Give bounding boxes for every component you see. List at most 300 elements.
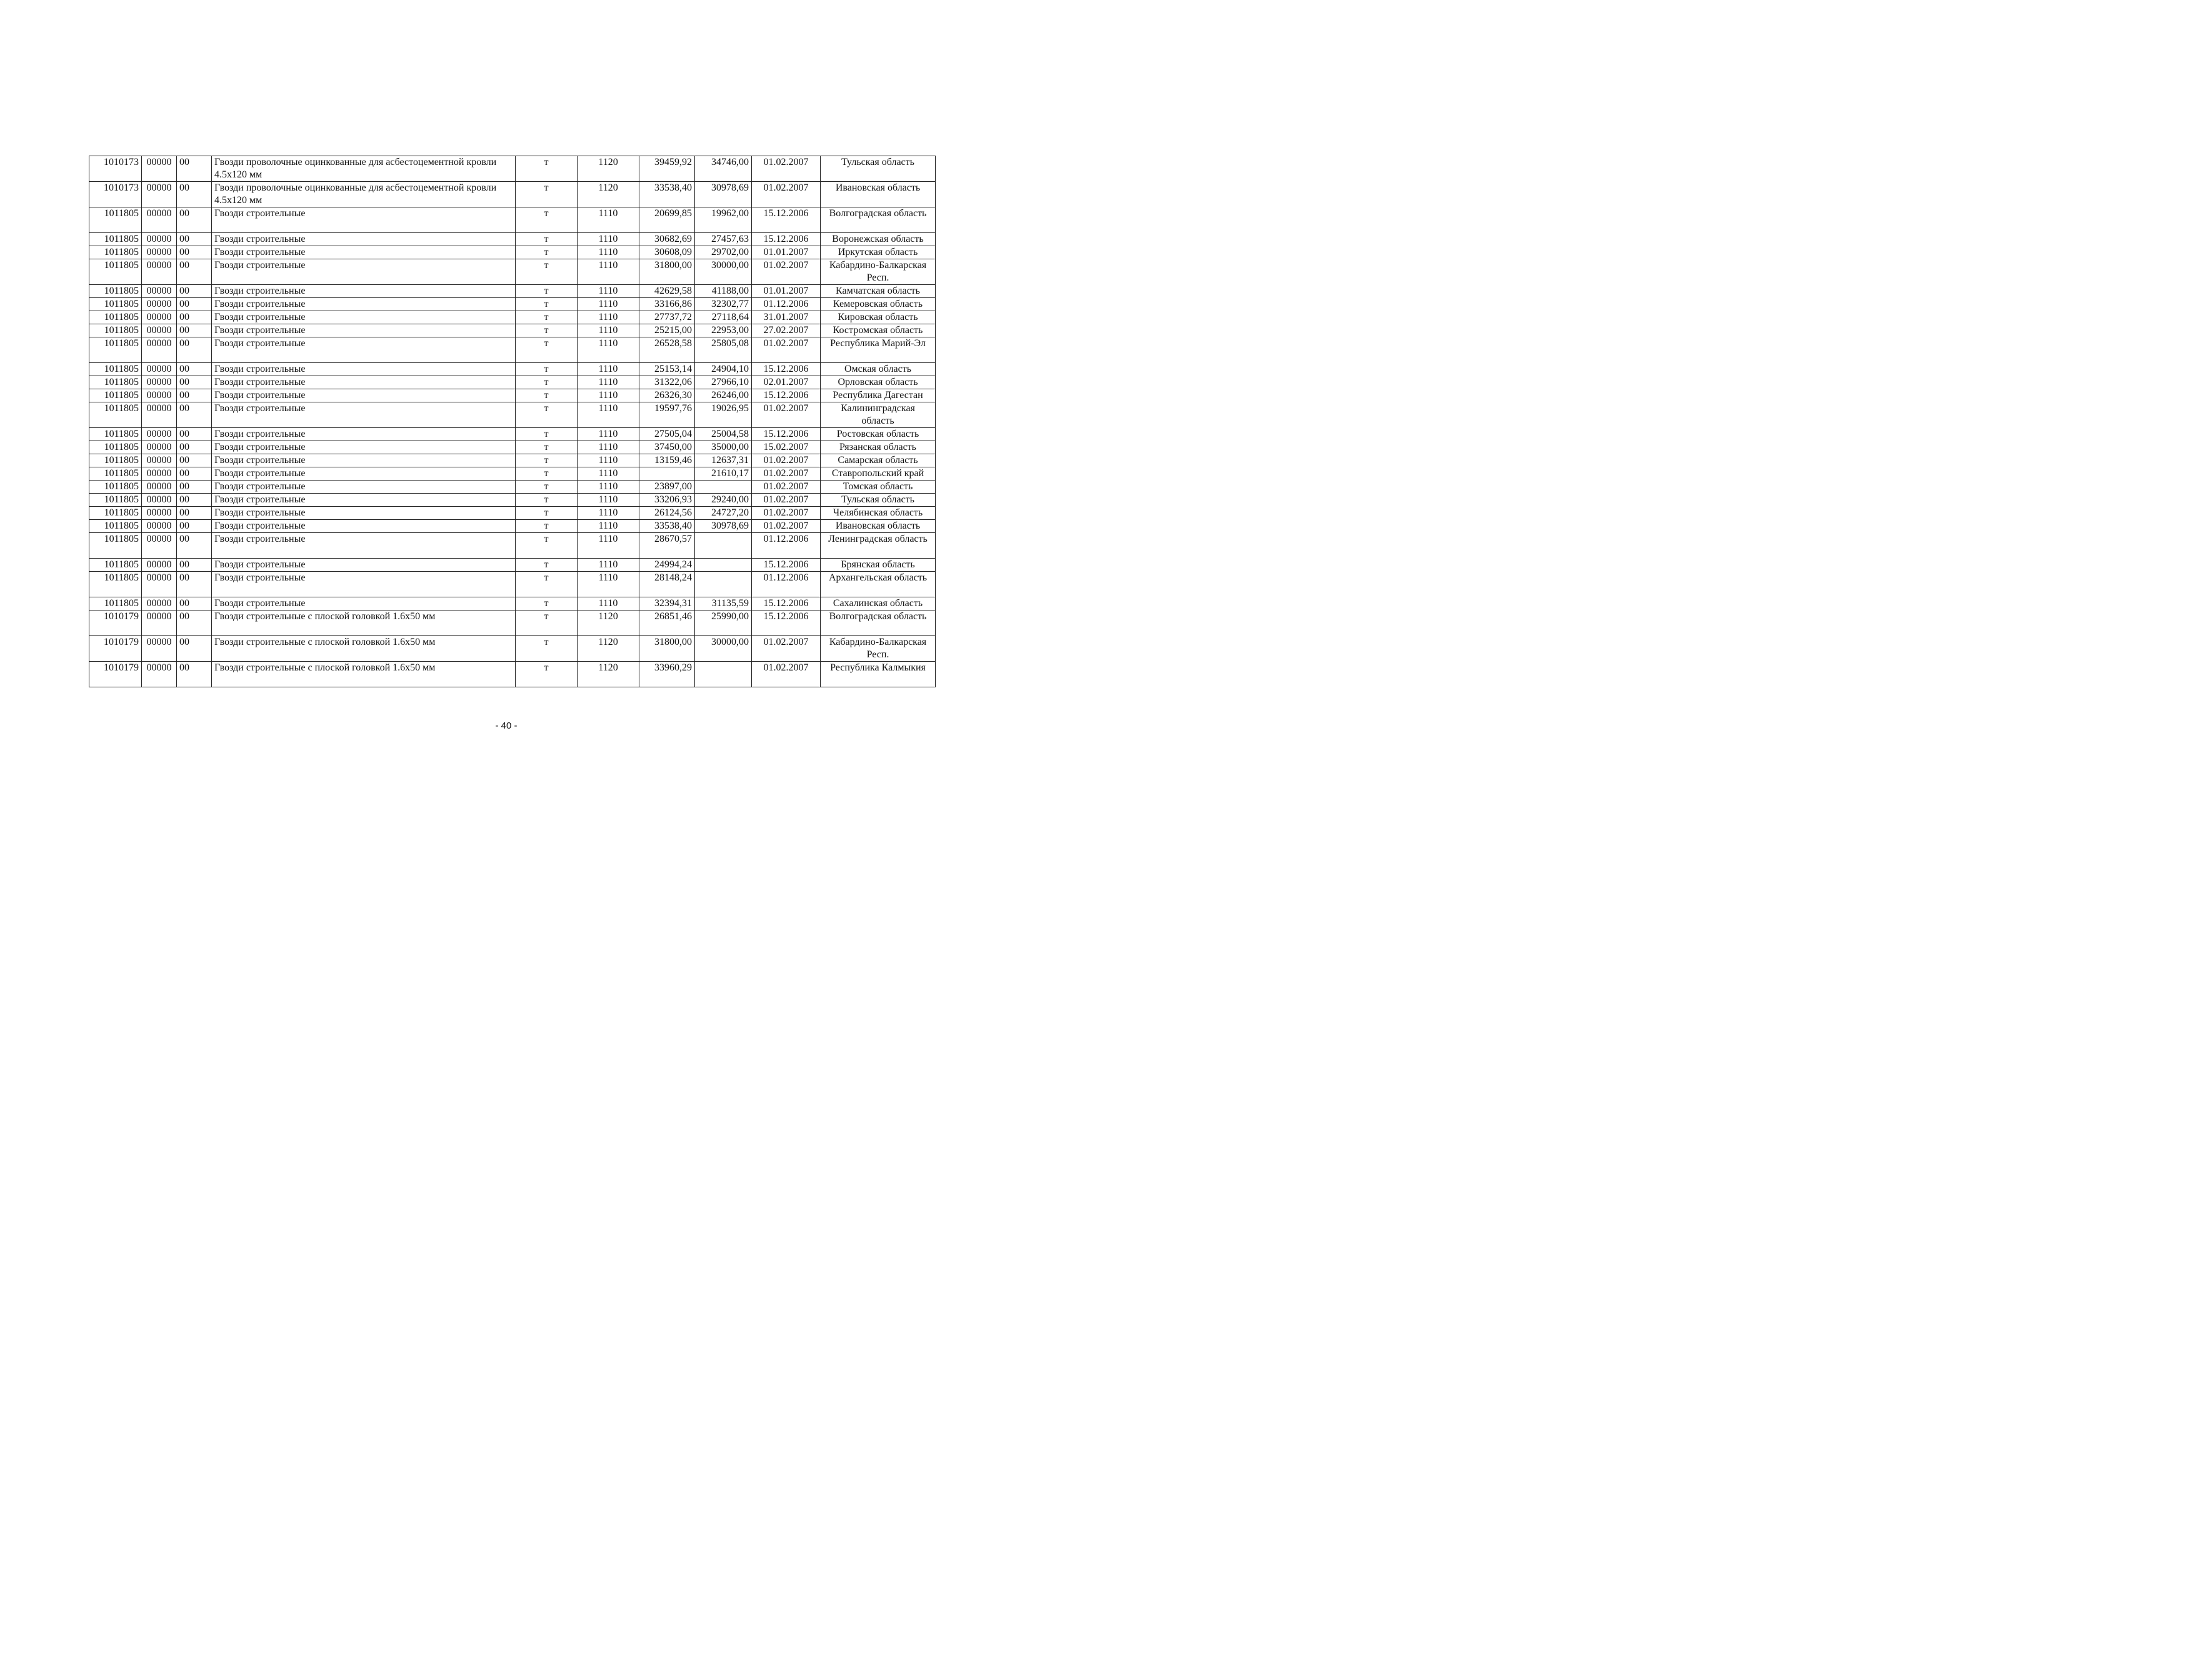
subcode-cell: 00000 (142, 636, 177, 662)
table-row (89, 311, 936, 324)
price-without-vat-cell: 22953,00 (695, 324, 752, 337)
unit-code-cell: 1110 (578, 311, 639, 324)
variant-code-cell: 00 (177, 285, 212, 298)
subcode-cell: 00000 (142, 428, 177, 441)
subcode-cell: 00000 (142, 481, 177, 494)
price-without-vat-cell: 25990,00 (695, 610, 752, 636)
unit-code-cell: 1110 (578, 259, 639, 285)
variant-code-cell: 00 (177, 389, 212, 402)
price-with-vat-cell: 20699,85 (639, 207, 695, 233)
product-name-cell: Гвозди строительные (212, 298, 516, 311)
price-with-vat-cell: 33166,86 (639, 298, 695, 311)
date-cell: 15.12.2006 (752, 363, 821, 376)
variant-code-cell: 00 (177, 363, 212, 376)
date-cell: 31.01.2007 (752, 311, 821, 324)
price-with-vat-cell: 42629,58 (639, 285, 695, 298)
unit-cell: т (516, 259, 578, 285)
table-row (89, 467, 936, 481)
region-cell: Тульская область (821, 156, 936, 182)
price-without-vat-cell: 31135,59 (695, 597, 752, 610)
table-row (89, 507, 936, 520)
unit-code-cell: 1110 (578, 376, 639, 389)
date-cell: 01.12.2006 (752, 572, 821, 597)
region-cell: Брянская область (821, 559, 936, 572)
variant-code-cell: 00 (177, 233, 212, 246)
price-with-vat-cell: 28670,57 (639, 533, 695, 559)
price-with-vat-cell: 31800,00 (639, 259, 695, 285)
subcode-cell: 00000 (142, 559, 177, 572)
region-cell: Волгоградская область (821, 610, 936, 636)
table-row (89, 324, 936, 337)
subcode-cell: 00000 (142, 363, 177, 376)
region-cell: Сахалинская область (821, 597, 936, 610)
table-row (89, 182, 936, 207)
unit-cell: т (516, 402, 578, 428)
page-number: - 40 - (495, 720, 518, 731)
region-cell: Иркутская область (821, 246, 936, 259)
variant-code-cell: 00 (177, 324, 212, 337)
price-with-vat-cell (639, 467, 695, 481)
unit-code-cell: 1110 (578, 207, 639, 233)
price-with-vat-cell: 31322,06 (639, 376, 695, 389)
table-row (89, 298, 936, 311)
unit-cell: т (516, 233, 578, 246)
unit-cell: т (516, 376, 578, 389)
unit-code-cell: 1110 (578, 481, 639, 494)
price-without-vat-cell: 27966,10 (695, 376, 752, 389)
variant-code-cell: 00 (177, 376, 212, 389)
region-cell: Кировская область (821, 311, 936, 324)
date-cell: 01.02.2007 (752, 259, 821, 285)
date-cell: 01.02.2007 (752, 520, 821, 533)
subcode-cell: 00000 (142, 259, 177, 285)
product-name-cell: Гвозди строительные (212, 454, 516, 467)
table-row (89, 520, 936, 533)
region-cell: Калининградская область (821, 402, 936, 428)
date-cell: 15.12.2006 (752, 389, 821, 402)
price-table (89, 156, 936, 687)
unit-code-cell: 1110 (578, 494, 639, 507)
price-without-vat-cell: 29240,00 (695, 494, 752, 507)
variant-code-cell: 00 (177, 572, 212, 597)
variant-code-cell: 00 (177, 156, 212, 182)
product-code-cell: 1011805 (89, 559, 142, 572)
unit-cell: т (516, 533, 578, 559)
unit-code-cell: 1120 (578, 636, 639, 662)
region-cell: Орловская область (821, 376, 936, 389)
unit-code-cell: 1110 (578, 389, 639, 402)
region-cell: Омская область (821, 363, 936, 376)
unit-code-cell: 1110 (578, 559, 639, 572)
product-name-cell: Гвозди проволочные оцинкованные для асбестоцементной кровли 4.5х120 мм (212, 156, 516, 182)
subcode-cell: 00000 (142, 507, 177, 520)
region-cell: Тульская область (821, 494, 936, 507)
product-code-cell: 1011805 (89, 597, 142, 610)
date-cell: 01.02.2007 (752, 481, 821, 494)
date-cell: 15.12.2006 (752, 428, 821, 441)
subcode-cell: 00000 (142, 246, 177, 259)
date-cell: 15.02.2007 (752, 441, 821, 454)
price-with-vat-cell: 27505,04 (639, 428, 695, 441)
table-row (89, 662, 936, 687)
price-without-vat-cell: 32302,77 (695, 298, 752, 311)
price-with-vat-cell: 33206,93 (639, 494, 695, 507)
price-with-vat-cell: 37450,00 (639, 441, 695, 454)
product-name-cell: Гвозди строительные (212, 337, 516, 363)
price-with-vat-cell: 33538,40 (639, 182, 695, 207)
price-without-vat-cell: 41188,00 (695, 285, 752, 298)
unit-cell: т (516, 454, 578, 467)
product-code-cell: 1011805 (89, 311, 142, 324)
price-with-vat-cell: 26528,58 (639, 337, 695, 363)
subcode-cell: 00000 (142, 662, 177, 687)
price-with-vat-cell: 25153,14 (639, 363, 695, 376)
variant-code-cell: 00 (177, 402, 212, 428)
product-code-cell: 1011805 (89, 246, 142, 259)
date-cell: 01.01.2007 (752, 285, 821, 298)
table-row (89, 207, 936, 233)
price-with-vat-cell: 26851,46 (639, 610, 695, 636)
unit-code-cell: 1110 (578, 441, 639, 454)
unit-cell: т (516, 610, 578, 636)
table-row (89, 259, 936, 285)
subcode-cell: 00000 (142, 285, 177, 298)
variant-code-cell: 00 (177, 246, 212, 259)
unit-cell: т (516, 520, 578, 533)
product-code-cell: 1011805 (89, 337, 142, 363)
unit-code-cell: 1120 (578, 156, 639, 182)
product-name-cell: Гвозди строительные (212, 207, 516, 233)
price-without-vat-cell: 24904,10 (695, 363, 752, 376)
subcode-cell: 00000 (142, 597, 177, 610)
region-cell: Кабардино-Балкарская Респ. (821, 636, 936, 662)
variant-code-cell: 00 (177, 507, 212, 520)
variant-code-cell: 00 (177, 636, 212, 662)
table-row (89, 285, 936, 298)
variant-code-cell: 00 (177, 182, 212, 207)
variant-code-cell: 00 (177, 520, 212, 533)
unit-cell: т (516, 324, 578, 337)
product-code-cell: 1010179 (89, 610, 142, 636)
date-cell: 02.01.2007 (752, 376, 821, 389)
unit-cell: т (516, 572, 578, 597)
unit-code-cell: 1110 (578, 285, 639, 298)
date-cell: 01.02.2007 (752, 156, 821, 182)
date-cell: 01.02.2007 (752, 636, 821, 662)
unit-cell: т (516, 285, 578, 298)
price-without-vat-cell: 30978,69 (695, 182, 752, 207)
region-cell: Республика Марий-Эл (821, 337, 936, 363)
price-without-vat-cell: 21610,17 (695, 467, 752, 481)
variant-code-cell: 00 (177, 428, 212, 441)
price-with-vat-cell: 26326,30 (639, 389, 695, 402)
product-code-cell: 1011805 (89, 233, 142, 246)
product-code-cell: 1010173 (89, 182, 142, 207)
region-cell: Волгоградская область (821, 207, 936, 233)
variant-code-cell: 00 (177, 311, 212, 324)
variant-code-cell: 00 (177, 467, 212, 481)
subcode-cell: 00000 (142, 494, 177, 507)
product-code-cell: 1010173 (89, 156, 142, 182)
unit-cell: т (516, 337, 578, 363)
table-row (89, 494, 936, 507)
table-row (89, 389, 936, 402)
product-name-cell: Гвозди строительные (212, 259, 516, 285)
product-name-cell: Гвозди строительные (212, 441, 516, 454)
unit-cell: т (516, 311, 578, 324)
unit-code-cell: 1110 (578, 337, 639, 363)
variant-code-cell: 00 (177, 454, 212, 467)
date-cell: 15.12.2006 (752, 610, 821, 636)
product-name-cell: Гвозди строительные (212, 428, 516, 441)
date-cell: 01.12.2006 (752, 533, 821, 559)
product-name-cell: Гвозди строительные (212, 402, 516, 428)
date-cell: 01.12.2006 (752, 298, 821, 311)
table-row (89, 363, 936, 376)
unit-cell: т (516, 636, 578, 662)
variant-code-cell: 00 (177, 481, 212, 494)
subcode-cell: 00000 (142, 324, 177, 337)
price-without-vat-cell: 27457,63 (695, 233, 752, 246)
region-cell: Челябинская область (821, 507, 936, 520)
table-row (89, 610, 936, 636)
product-name-cell: Гвозди строительные (212, 572, 516, 597)
product-code-cell: 1011805 (89, 441, 142, 454)
product-name-cell: Гвозди строительные (212, 597, 516, 610)
date-cell: 01.02.2007 (752, 182, 821, 207)
unit-code-cell: 1110 (578, 428, 639, 441)
product-code-cell: 1011805 (89, 324, 142, 337)
subcode-cell: 00000 (142, 156, 177, 182)
table-row (89, 572, 936, 597)
unit-cell: т (516, 507, 578, 520)
unit-cell: т (516, 363, 578, 376)
subcode-cell: 00000 (142, 610, 177, 636)
price-with-vat-cell: 25215,00 (639, 324, 695, 337)
price-without-vat-cell: 24727,20 (695, 507, 752, 520)
product-name-cell: Гвозди строительные (212, 311, 516, 324)
unit-cell: т (516, 389, 578, 402)
price-without-vat-cell (695, 559, 752, 572)
product-name-cell: Гвозди строительные (212, 324, 516, 337)
date-cell: 01.02.2007 (752, 662, 821, 687)
table-row (89, 376, 936, 389)
unit-code-cell: 1110 (578, 520, 639, 533)
product-code-cell: 1010179 (89, 636, 142, 662)
region-cell: Камчатская область (821, 285, 936, 298)
date-cell: 01.01.2007 (752, 246, 821, 259)
price-without-vat-cell: 29702,00 (695, 246, 752, 259)
subcode-cell: 00000 (142, 311, 177, 324)
subcode-cell: 00000 (142, 207, 177, 233)
product-code-cell: 1011805 (89, 207, 142, 233)
region-cell: Воронежская область (821, 233, 936, 246)
region-cell: Костромская область (821, 324, 936, 337)
region-cell: Республика Калмыкия (821, 662, 936, 687)
date-cell: 15.12.2006 (752, 207, 821, 233)
variant-code-cell: 00 (177, 494, 212, 507)
variant-code-cell: 00 (177, 337, 212, 363)
price-with-vat-cell: 27737,72 (639, 311, 695, 324)
region-cell: Кемеровская область (821, 298, 936, 311)
variant-code-cell: 00 (177, 662, 212, 687)
price-without-vat-cell: 34746,00 (695, 156, 752, 182)
product-name-cell: Гвозди строительные (212, 533, 516, 559)
table-row (89, 233, 936, 246)
product-name-cell: Гвозди строительные (212, 559, 516, 572)
product-code-cell: 1011805 (89, 572, 142, 597)
table-row (89, 597, 936, 610)
price-with-vat-cell: 33538,40 (639, 520, 695, 533)
product-code-cell: 1011805 (89, 285, 142, 298)
product-name-cell: Гвозди строительные (212, 363, 516, 376)
region-cell: Ленинградская область (821, 533, 936, 559)
date-cell: 15.12.2006 (752, 559, 821, 572)
date-cell: 01.02.2007 (752, 402, 821, 428)
variant-code-cell: 00 (177, 533, 212, 559)
price-without-vat-cell: 30000,00 (695, 636, 752, 662)
product-name-cell: Гвозди строительные (212, 467, 516, 481)
table-row (89, 533, 936, 559)
product-code-cell: 1011805 (89, 428, 142, 441)
subcode-cell: 00000 (142, 402, 177, 428)
price-without-vat-cell: 25004,58 (695, 428, 752, 441)
unit-cell: т (516, 182, 578, 207)
price-without-vat-cell: 12637,31 (695, 454, 752, 467)
variant-code-cell: 00 (177, 597, 212, 610)
table-row (89, 156, 936, 182)
region-cell: Рязанская область (821, 441, 936, 454)
product-code-cell: 1011805 (89, 259, 142, 285)
unit-cell: т (516, 298, 578, 311)
subcode-cell: 00000 (142, 376, 177, 389)
price-with-vat-cell: 39459,92 (639, 156, 695, 182)
unit-code-cell: 1110 (578, 454, 639, 467)
unit-cell: т (516, 467, 578, 481)
unit-code-cell: 1110 (578, 533, 639, 559)
unit-code-cell: 1110 (578, 402, 639, 428)
product-code-cell: 1011805 (89, 507, 142, 520)
subcode-cell: 00000 (142, 467, 177, 481)
price-without-vat-cell: 30000,00 (695, 259, 752, 285)
subcode-cell: 00000 (142, 533, 177, 559)
price-without-vat-cell: 35000,00 (695, 441, 752, 454)
subcode-cell: 00000 (142, 233, 177, 246)
product-code-cell: 1011805 (89, 363, 142, 376)
date-cell: 01.02.2007 (752, 494, 821, 507)
date-cell: 01.02.2007 (752, 454, 821, 467)
product-name-cell: Гвозди строительные с плоской головкой 1.6х50 мм (212, 610, 516, 636)
product-name-cell: Гвозди строительные (212, 246, 516, 259)
unit-code-cell: 1110 (578, 324, 639, 337)
subcode-cell: 00000 (142, 454, 177, 467)
product-code-cell: 1011805 (89, 481, 142, 494)
unit-code-cell: 1110 (578, 298, 639, 311)
variant-code-cell: 00 (177, 298, 212, 311)
price-with-vat-cell: 33960,29 (639, 662, 695, 687)
product-code-cell: 1011805 (89, 467, 142, 481)
unit-cell: т (516, 428, 578, 441)
product-code-cell: 1011805 (89, 454, 142, 467)
price-with-vat-cell: 32394,31 (639, 597, 695, 610)
product-code-cell: 1011805 (89, 402, 142, 428)
product-name-cell: Гвозди строительные (212, 507, 516, 520)
unit-cell: т (516, 441, 578, 454)
unit-cell: т (516, 597, 578, 610)
product-code-cell: 1011805 (89, 298, 142, 311)
product-name-cell: Гвозди строительные (212, 285, 516, 298)
unit-code-cell: 1110 (578, 507, 639, 520)
product-code-cell: 1011805 (89, 389, 142, 402)
variant-code-cell: 00 (177, 610, 212, 636)
table-row (89, 636, 936, 662)
table-row (89, 559, 936, 572)
product-code-cell: 1011805 (89, 376, 142, 389)
variant-code-cell: 00 (177, 259, 212, 285)
product-name-cell: Гвозди строительные (212, 494, 516, 507)
region-cell: Ростовская область (821, 428, 936, 441)
subcode-cell: 00000 (142, 337, 177, 363)
date-cell: 01.02.2007 (752, 507, 821, 520)
product-name-cell: Гвозди строительные (212, 376, 516, 389)
price-with-vat-cell: 31800,00 (639, 636, 695, 662)
price-without-vat-cell (695, 572, 752, 597)
date-cell: 27.02.2007 (752, 324, 821, 337)
subcode-cell: 00000 (142, 298, 177, 311)
unit-code-cell: 1110 (578, 597, 639, 610)
product-name-cell: Гвозди строительные (212, 481, 516, 494)
region-cell: Ставропольский край (821, 467, 936, 481)
product-name-cell: Гвозди проволочные оцинкованные для асбестоцементной кровли 4.5х120 мм (212, 182, 516, 207)
unit-cell: т (516, 246, 578, 259)
price-with-vat-cell: 19597,76 (639, 402, 695, 428)
unit-cell: т (516, 494, 578, 507)
unit-cell: т (516, 156, 578, 182)
product-code-cell: 1010179 (89, 662, 142, 687)
date-cell: 15.12.2006 (752, 597, 821, 610)
unit-cell: т (516, 207, 578, 233)
price-without-vat-cell: 30978,69 (695, 520, 752, 533)
price-with-vat-cell: 26124,56 (639, 507, 695, 520)
price-without-vat-cell: 27118,64 (695, 311, 752, 324)
price-with-vat-cell: 30608,09 (639, 246, 695, 259)
price-with-vat-cell: 24994,24 (639, 559, 695, 572)
product-name-cell: Гвозди строительные (212, 389, 516, 402)
unit-code-cell: 1110 (578, 233, 639, 246)
table-row (89, 441, 936, 454)
subcode-cell: 00000 (142, 441, 177, 454)
subcode-cell: 00000 (142, 182, 177, 207)
table-row (89, 481, 936, 494)
product-name-cell: Гвозди строительные (212, 233, 516, 246)
unit-code-cell: 1110 (578, 363, 639, 376)
region-cell: Ивановская область (821, 182, 936, 207)
date-cell: 15.12.2006 (752, 233, 821, 246)
price-with-vat-cell: 13159,46 (639, 454, 695, 467)
region-cell: Томская область (821, 481, 936, 494)
date-cell: 01.02.2007 (752, 337, 821, 363)
subcode-cell: 00000 (142, 572, 177, 597)
unit-code-cell: 1120 (578, 610, 639, 636)
variant-code-cell: 00 (177, 207, 212, 233)
product-name-cell: Гвозди строительные с плоской головкой 1.6х50 мм (212, 662, 516, 687)
table-row (89, 454, 936, 467)
unit-code-cell: 1110 (578, 467, 639, 481)
price-without-vat-cell: 25805,08 (695, 337, 752, 363)
table-row (89, 246, 936, 259)
region-cell: Республика Дагестан (821, 389, 936, 402)
region-cell: Ивановская область (821, 520, 936, 533)
